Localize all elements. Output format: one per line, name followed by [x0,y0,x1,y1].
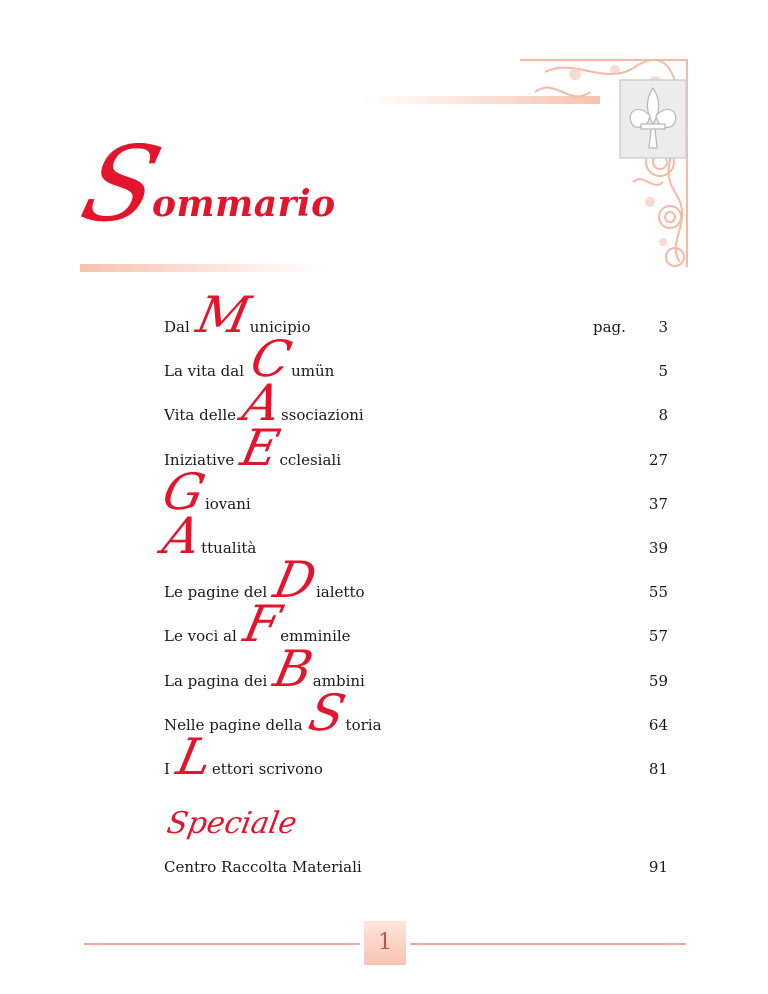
toc-entry-page: 37 [648,494,668,513]
special-entry-label: Centro Raccolta Materiali [164,858,362,876]
toc-entry-page: 27 [648,450,668,469]
toc-entry-prefix: La pagina dei [164,671,273,690]
toc-entry-prefix: Nelle pagine della [164,715,308,734]
toc-entry-rest: toria [345,715,382,734]
toc-entry-prefix: Dal [164,318,195,336]
toc-entry-label [157,507,257,565]
fleur-de-lis-ornament [515,52,695,272]
toc-entry-initial: G [157,462,211,521]
toc-entry [0,330,768,389]
title-underline-band [80,264,325,272]
toc-entry-rest: ssociazioni [280,406,364,425]
toc-entry-page: 81 [648,760,668,778]
toc-entry-rest: cclesiali [279,450,341,469]
toc-entry-page: 39 [648,539,668,557]
toc-entry [0,639,768,698]
toc-entry [0,595,768,654]
title-text: ommario [152,183,336,225]
page-number: 1 [364,921,406,965]
toc-entry [0,507,768,565]
toc-entry-page: 3 [658,318,668,336]
toc-entry-prefix: Le voci al [164,627,242,646]
toc-entry-prefix: I [164,760,175,778]
toc-entry-initial: B [268,639,318,698]
pag-label: pag. [593,318,626,336]
toc-entry-prefix: La vita dal [164,362,249,381]
toc-entry-initial: L [171,728,218,786]
toc-entry-page: 5 [658,362,668,381]
special-heading: Speciale [164,806,300,841]
toc-entry-page: 55 [648,583,668,602]
toc-entry-rest: umün [291,362,335,381]
toc-entry-rest: ialetto [316,583,365,602]
toc-entry-rest: emminile [280,627,351,646]
title-initial: S [70,123,173,245]
toc-entry [0,418,768,477]
toc-entry-initial: E [235,418,285,477]
toc-entry-label [164,728,323,786]
toc-entry-label [164,595,351,654]
toc-entry [0,728,768,786]
toc-entry-prefix: Le pagine del [164,583,272,602]
footer-line-left [84,943,360,945]
toc-entry-initial: F [238,595,286,654]
toc-entry-rest: ttualità [201,539,257,557]
toc-entry-initial: D [268,551,322,610]
toc-entry-prefix: Iniziative [164,450,239,469]
toc-entry [0,683,768,742]
toc-entry-page: 57 [648,627,668,646]
toc-entry [0,286,768,344]
toc-entry-prefix: Vita delle [164,406,241,425]
toc-entry-initial: M [191,286,255,344]
toc-entry-rest: ambini [312,671,365,690]
toc-entry-page: 8 [658,406,668,425]
toc-entry-initial: A [237,374,287,433]
toc-entry-page: 59 [648,671,668,690]
toc-entry-rest: iovani [204,494,251,513]
page-title [70,123,486,245]
special-entry-page: 91 [648,858,668,876]
toc-entry-initial: S [304,683,351,742]
special-entry [0,836,768,876]
toc-entry [0,462,768,521]
toc-entry-rest: unicipio [249,318,311,336]
toc-entry [0,551,768,610]
toc-entry-initial: A [157,507,207,565]
footer-line-right [410,943,686,945]
toc-entry-page: 64 [648,715,668,734]
toc-entry-initial: C [245,330,297,389]
toc-entry-rest: ettori scrivono [211,760,323,778]
toc-entry [0,374,768,433]
